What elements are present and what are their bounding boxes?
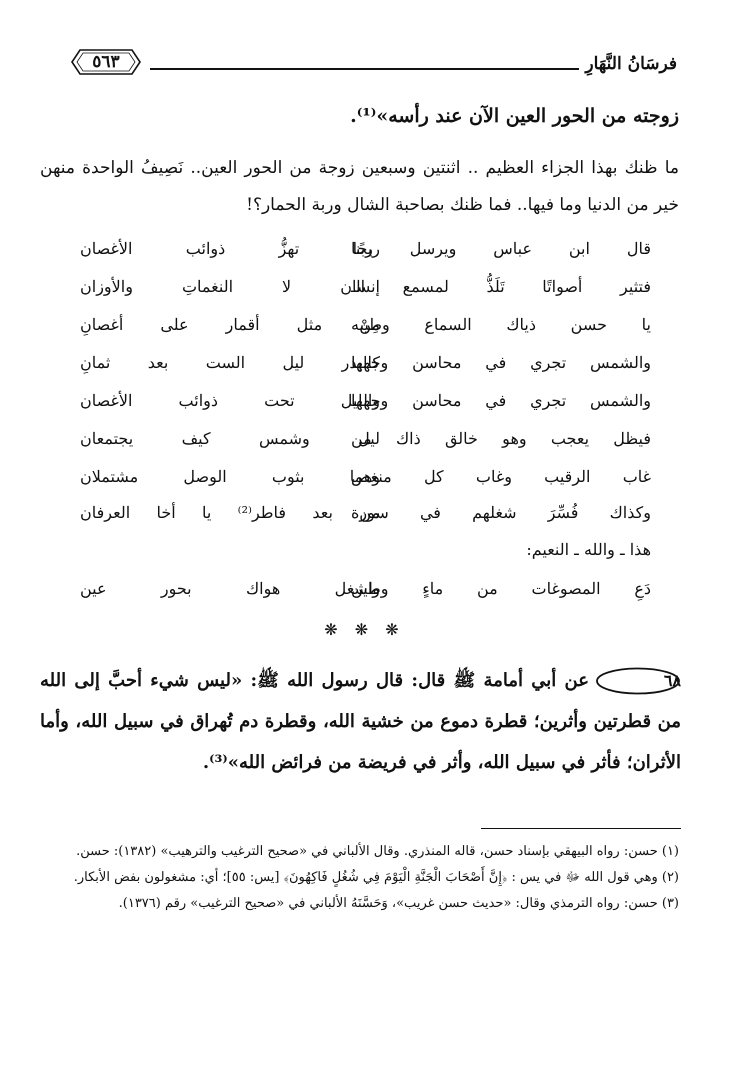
footnote: (١) حسن: رواه البيهقي بإسناد حسن، قاله المنذري. وقال الألباني في «صحيح الترغيب والترهيب» (١٣٨٢): حسن. <box>76 844 679 859</box>
verse-line <box>40 268 679 306</box>
paragraph-2: ما ظنك بهذا الجزاء العظيم .. اثنتين وسبعين زوجة من الحور العين.. نَصِيفُ الواحدة منهن خير من الدنيا وما فيها.. فما ظنك بصاحبة الشال وربة الحمار؟! <box>40 158 679 215</box>
verse-line <box>40 570 679 608</box>
verse-first-half: يا حسن ذياك السماع وطيبه <box>351 315 651 334</box>
verse-second-half: ليل وشمس كيف يجتمعان <box>80 429 380 448</box>
page-number: ٥٦٣ <box>92 52 120 72</box>
header-rule <box>150 68 579 70</box>
footnotes <box>44 840 679 918</box>
paragraph-1: زوجته من الحور العين الآن عند رأسه»⁽¹⁾. <box>350 105 679 127</box>
verse-intro: هذا ـ والله ـ النعيم: <box>526 540 651 559</box>
verse-second-half: وهما بثوب الوصل مشتملان <box>80 467 380 486</box>
verse-first-half: فتثير أصواتًا تَلَذُّ لمسمع الـ <box>351 277 651 296</box>
verse-line <box>40 458 679 496</box>
verse-line <box>40 420 679 458</box>
verse-line <box>40 230 679 268</box>
verse-first-half: وكذاك فُسِّرَ شغلهم في سورة <box>351 503 651 522</box>
footnote: (٢) وهي قول الله ﷻ في يس : ﴿إِنَّ أَصْحَابَ الْجَنَّةِ الْيَوْمَ فِي شُغُلٍ فَاكِهُونَ﴾ [يس: ٥٥]؛ أي: مشغولون بفض الأبكار. <box>73 870 679 885</box>
verse-line <box>40 306 679 344</box>
footnote: (٣) حسن: رواه الترمذي وقال: «حديث حسن غريب»، وَحَسَّنَهُ الألباني في «صحيح الترغيب» رقم (١٣٧٦). <box>118 896 679 911</box>
verse-second-half: واشغل هواك بحور عين <box>80 579 380 598</box>
verse-line <box>40 494 679 532</box>
hadith-number: ٦٨ <box>663 671 681 690</box>
verse-first-half: فيظل يعجب وهو خالق ذاك من <box>351 429 651 448</box>
verse-first-half: والشمس تجري في محاسن وجهها <box>351 391 651 410</box>
verse-second-half: مِنْ مثل أقمار على أغصانِ <box>80 315 380 334</box>
verse-second-half: إنسان لا النغماتِ والأوزان <box>80 277 380 296</box>
verse-first-half: قال ابن عباس ويرسل ربنا <box>351 239 651 258</box>
verse-first-half: غاب الرقيب وغاب كل منغص <box>351 467 651 486</box>
verse-line <box>40 382 679 420</box>
verse-second-half: من بعد فاطر⁽²⁾ يا أخا العرفان <box>80 503 380 522</box>
hadith-text: عن أبي أمامة ﷺ قال: قال رسول الله ﷺ: «ليس شيء أحبَّ إلى الله من قطرتين وأثرين؛ قطرة دموع من خشية الله، وقطرة دم تُهراق في سبيل الله، وأما الأثران؛ فأثر في سبيل الله، وأثر في فريضة من فرائض الله»⁽³⁾. <box>40 670 681 773</box>
verse-line <box>40 344 679 382</box>
running-title: فرسَانُ النَّهَارِ <box>585 54 677 74</box>
verse-second-half: كالبدر ليل الست بعد ثمانِ <box>80 353 380 372</box>
verse-first-half: والشمس تجري في محاسن وجهها <box>351 353 651 372</box>
footnote-rule <box>481 828 681 829</box>
verse-second-half: ريحًا تهزُّ ذوائب الأغصان <box>80 239 380 258</box>
page-number-badge <box>70 48 142 76</box>
hadith-block <box>40 660 681 783</box>
hadith-number-badge <box>595 667 681 695</box>
verse-first-half: دَعِ المصوغات من ماءٍ وطين <box>351 579 651 598</box>
section-separator: ❋ ❋ ❋ <box>324 620 405 639</box>
verse-second-half: والليل تحت ذوائب الأغصان <box>80 391 380 410</box>
